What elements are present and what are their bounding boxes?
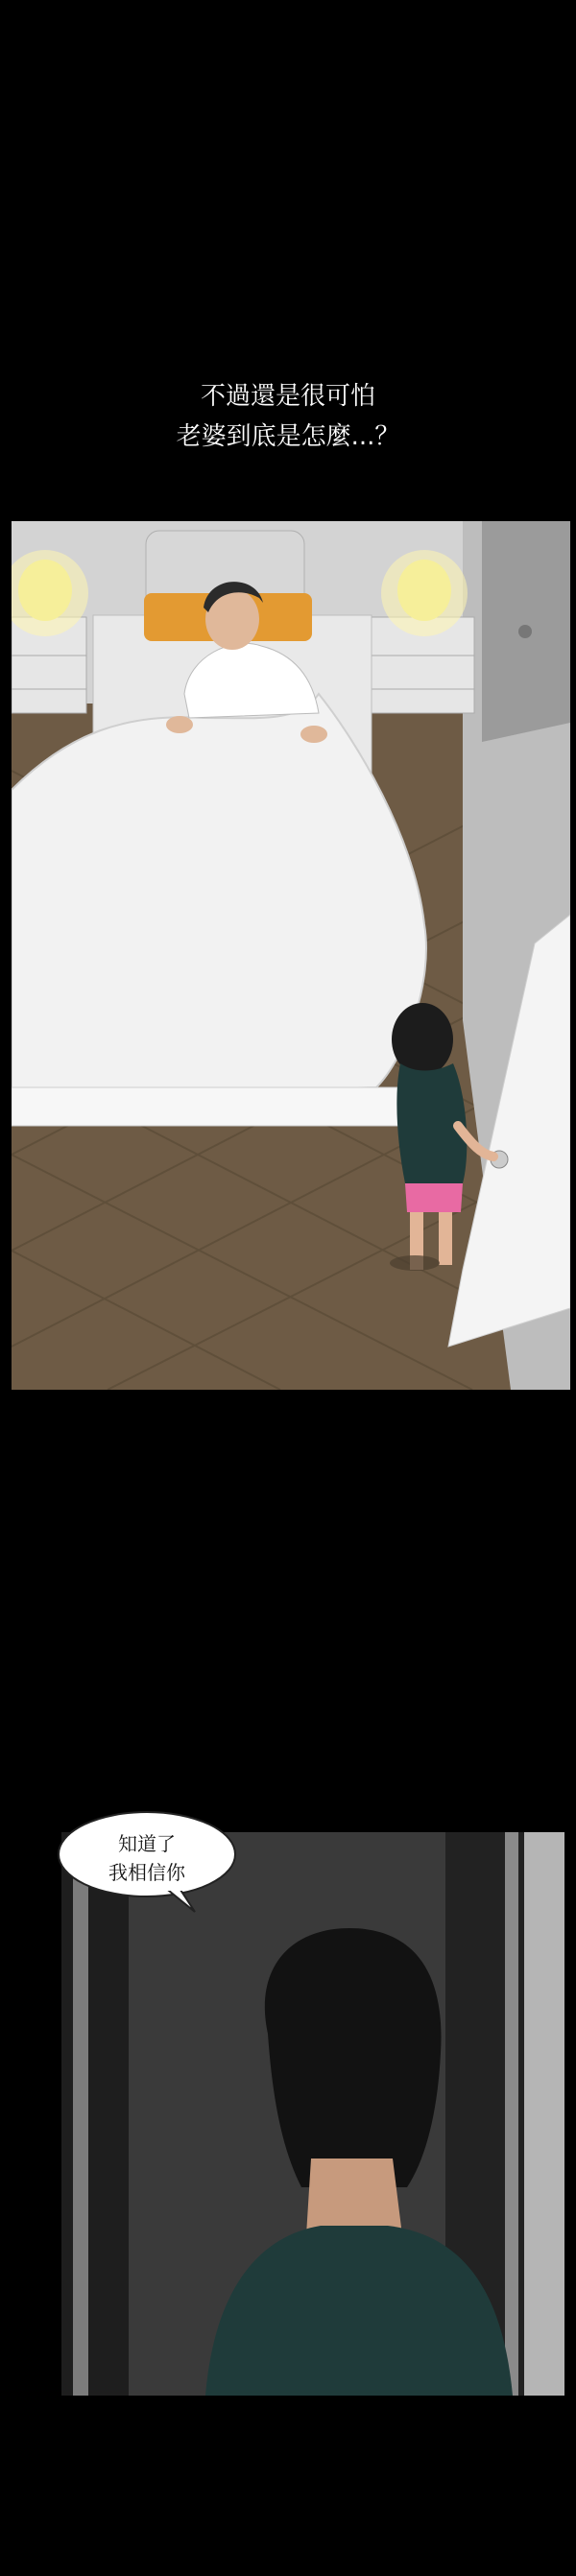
left-lamp [18,560,72,621]
wife-neck [306,2159,402,2235]
right-lamp [397,560,451,621]
left-door-frame [61,1832,129,2396]
narration-caption [0,376,576,457]
wife-shorts [405,1183,463,1212]
wife-shadow [390,1255,440,1271]
wall-knob [518,625,532,638]
wife-hair-back [265,1928,442,2187]
husband-left-hand [166,716,193,733]
speech-line-1: 知道了 [118,1832,176,1855]
speech-text [56,1829,238,1887]
bedroom-illustration [12,521,570,1390]
doorway-illustration [61,1832,564,2396]
doorway-panel [61,1832,564,2396]
mattress-edge [12,1087,405,1126]
wife-right-leg [439,1212,452,1265]
bedroom-panel [12,521,570,1390]
husband-right-hand [300,726,327,743]
speech-line-2: 我相信你 [108,1861,185,1884]
caption-line-2: 老婆到底是怎麼...？ [176,422,400,451]
speech-bubble [56,1808,238,1914]
caption-line-1: 不過還是很可怕 [200,382,375,411]
